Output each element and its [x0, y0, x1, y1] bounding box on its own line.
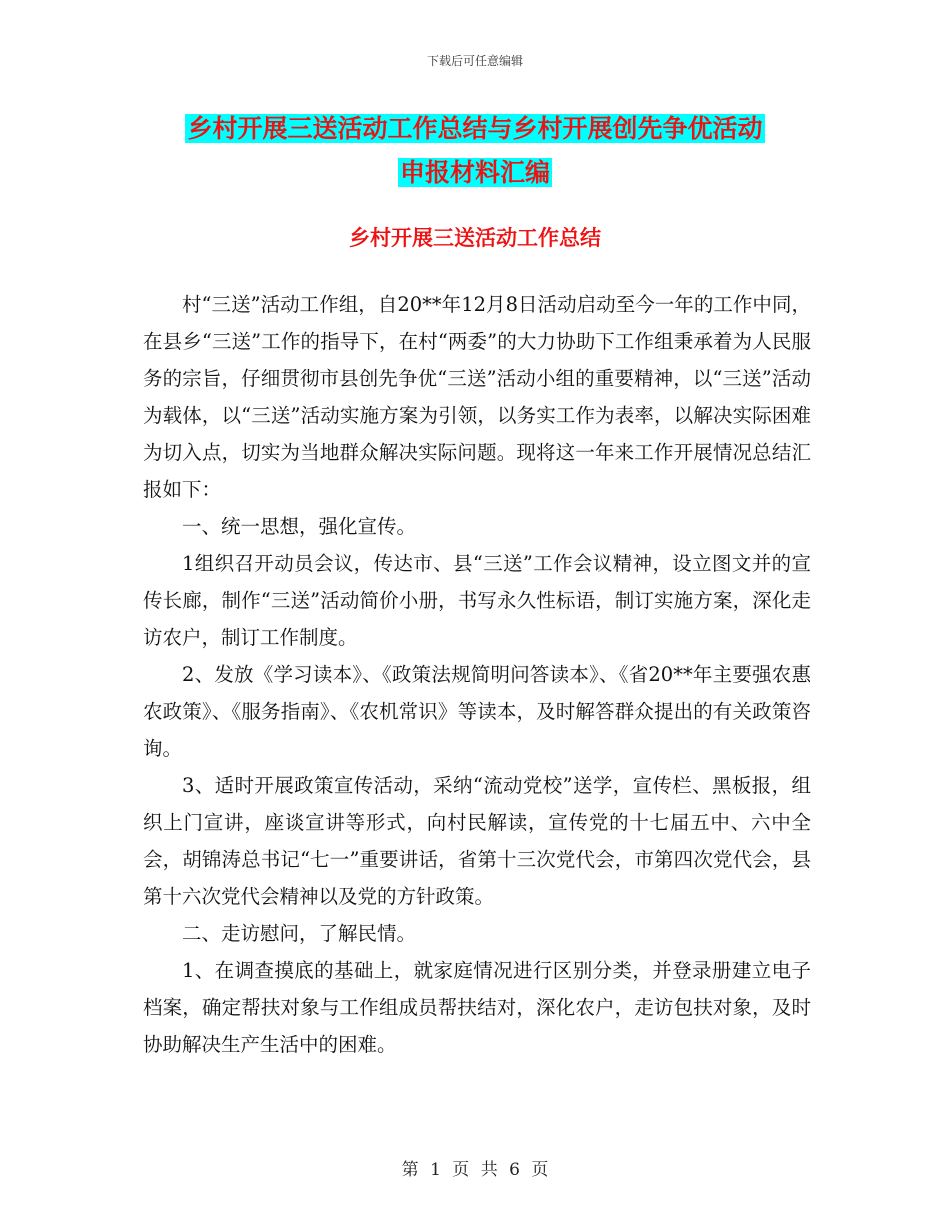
- page-number-footer: 第 1 页 共 6 页: [401, 1160, 549, 1180]
- paragraph-visit-item-1: 1、在调查摸底的基础上，就家庭情况进行区别分类，并登录册建立电子档案，确定帮扶对象与工作组成员帮扶结对，深化农户，走访包扶对象，及时协助解决生产生活中的困难。: [143, 959, 811, 1056]
- heading-visit-people: 二、走访慰问，了解民情。: [182, 922, 417, 945]
- heading-unify-thought: 一、统一思想，强化宣传。: [182, 515, 417, 538]
- paragraph-intro: 村“三送”活动工作组，自20**年12月8日活动启动至今一年的工作中同，在县乡“三送”工作的指导下，在村“两委”的大力协助下工作组秉承着为人民服务的宗旨，仔细贯彻市县创先争优“三送”活动小组的重要精神，以“三送”活动为载体，以“三送”活动实施方案为引领，以务实工作为表率，以解决实际困难为切入点，切实为当地群众解决实际问题。现将这一年来工作开展情况总结汇报如下：: [143, 293, 811, 501]
- paragraph-item-3: 3、适时开展政策宣传活动，采纳“流动党校”送学，宣传栏、黑板报，组织上门宣讲，座谈宣讲等形式，向村民解读，宣传党的十七届五中、六中全会，胡锦涛总书记“七一”重要讲话，省第十三次党代会，市第四次党代会，县第十六次党代会精神以及党的方针政策。: [143, 774, 811, 908]
- document-title-text-1: 乡村开展三送活动工作总结与乡村开展创先争优活动: [187, 114, 763, 143]
- document-title-text-2: 申报材料汇编: [399, 158, 550, 187]
- document-title-line-1: [0, 110, 950, 148]
- paragraph-item-2: 2、发放《学习读本》、《政策法规简明问答读本》、《省20**年主要强农惠农政策》、《服务指南》、《农机常识》等读本，及时解答群众提出的有关政策咨询。: [143, 663, 811, 760]
- document-body: [143, 286, 811, 1063]
- section-title: 乡村开展三送活动工作总结: [349, 226, 601, 250]
- header-note: 下载后可任意编辑: [426, 54, 523, 68]
- paragraph-item-1: 1组织召开动员会议，传达市、县“三送”工作会议精神，设立图文并的宣传长廊，制作“三送”活动简价小册，书写永久性标语，制订实施方案，深化走访农户，制订工作制度。: [143, 552, 811, 649]
- document-title-line-2: [0, 154, 950, 192]
